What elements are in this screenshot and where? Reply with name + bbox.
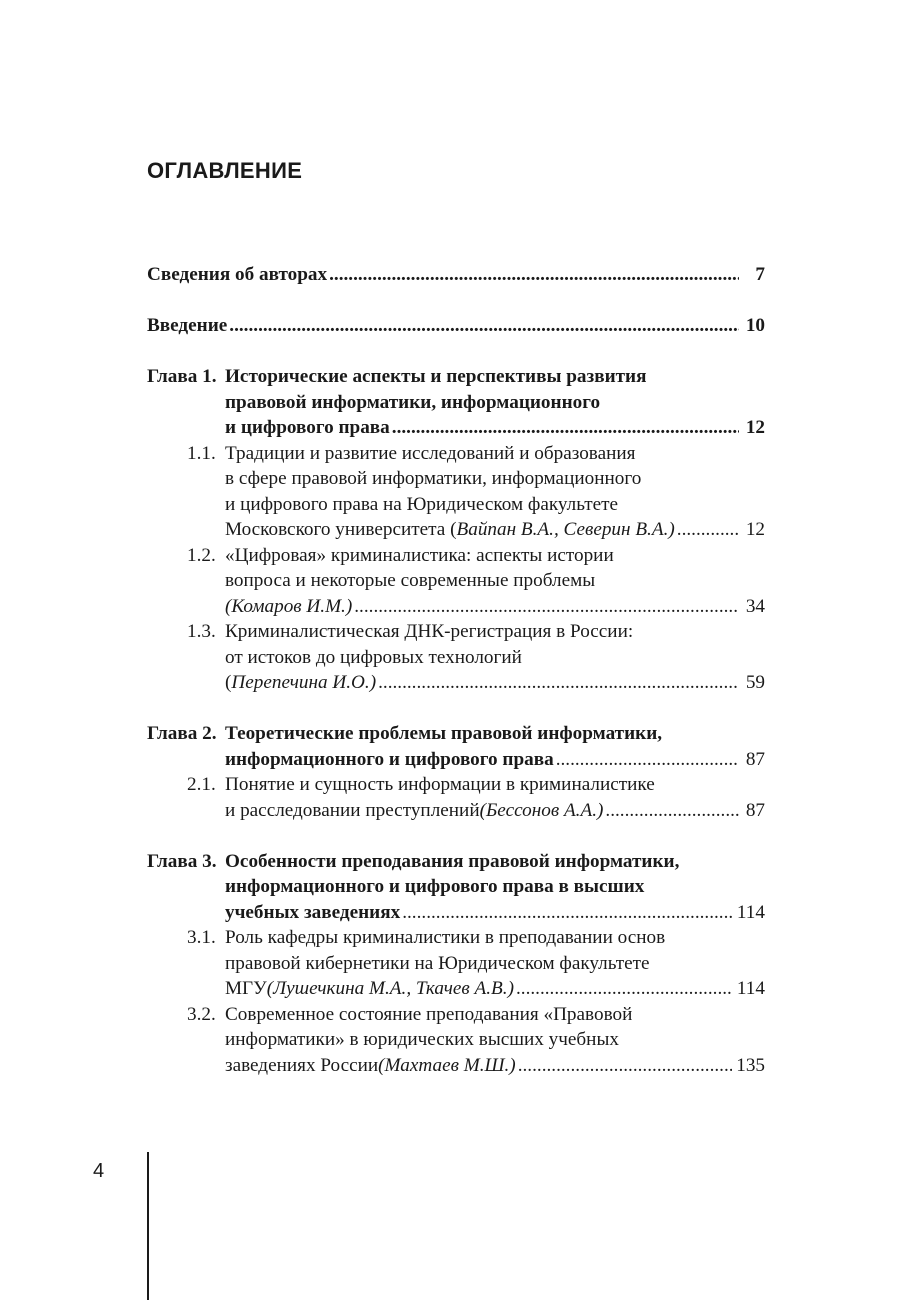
section-authors: (Комаров И.М.) <box>225 595 353 617</box>
dot-leader <box>516 976 733 1002</box>
toc-section-1-3[interactable] <box>147 619 765 696</box>
toc-entry-authors[interactable] <box>147 262 765 288</box>
section-number: 1.1. <box>187 442 216 464</box>
toc-section-1-2[interactable] <box>147 543 765 620</box>
toc-section-1-1[interactable] <box>147 441 765 543</box>
section-title-line: и расследовании преступлений <box>225 799 480 821</box>
section-title-line: вопроса и некоторые современные проблемы <box>225 570 596 591</box>
toc-page-number: 114 <box>736 901 765 923</box>
table-of-contents <box>147 262 765 1078</box>
section-authors: (Бессонов А.А.) <box>479 799 604 821</box>
toc-entry-title: Сведения об авторах <box>147 264 328 285</box>
dot-leader <box>354 594 739 620</box>
section-number: 2.1. <box>187 774 216 795</box>
toc-section-3-2[interactable] <box>147 1002 765 1079</box>
toc-entry-title: Введение <box>147 315 228 336</box>
section-title-line: ( <box>225 672 232 693</box>
dot-leader <box>677 517 739 543</box>
toc-page-number: 87 <box>745 799 765 821</box>
section-title-line: и цифрового права на Юридическом факультете <box>225 493 619 515</box>
page-number: 4 <box>93 1160 105 1182</box>
dot-leader <box>605 798 739 824</box>
section-number: 3.1. <box>187 927 216 948</box>
toc-entry-intro[interactable] <box>147 313 765 339</box>
dot-leader <box>556 747 739 773</box>
section-title-line: МГУ <box>225 978 267 999</box>
vertical-rule <box>147 1152 149 1300</box>
toc-page-number: 87 <box>745 748 765 770</box>
toc-page-number: 114 <box>736 978 765 999</box>
dot-leader <box>518 1053 733 1079</box>
toc-page-number: 59 <box>745 672 765 693</box>
chapter-title-line: информационного и цифрового права в высших <box>225 876 645 897</box>
section-title-line: информатики» в юридических высших учебных <box>225 1029 619 1050</box>
chapter-title-line: Особенности преподавания правовой информатики, <box>225 850 680 872</box>
chapter-title-line: Исторические аспекты и перспективы развития <box>225 366 647 387</box>
toc-section-3-1[interactable] <box>147 925 765 1002</box>
dot-leader <box>402 900 733 926</box>
section-title-line: «Цифровая» криминалистика: аспекты истории <box>225 544 614 566</box>
toc-chapter-3[interactable] <box>147 849 765 926</box>
section-authors: Вайпан В.А., Северин В.А.) <box>456 519 675 540</box>
dot-leader <box>378 670 739 696</box>
section-number: 1.2. <box>187 544 216 566</box>
page-title: ОГЛАВЛЕНИЕ <box>147 158 303 183</box>
section-title-line: Роль кафедры криминалистики в преподавании основ <box>225 927 666 948</box>
toc-chapter-1[interactable] <box>147 364 765 441</box>
section-title-line: правовой кибернетики на Юридическом факультете <box>225 952 650 974</box>
toc-page-number: 12 <box>745 417 765 438</box>
section-title-line: Московского университета ( <box>225 519 457 540</box>
toc-page-number: 12 <box>745 519 765 540</box>
chapter-title-line: и цифрового права <box>225 417 390 438</box>
chapter-title-line: информационного и цифрового права <box>225 748 554 770</box>
toc-page-number: 34 <box>745 595 765 617</box>
section-authors: (Махтаев М.Ш.) <box>378 1054 516 1076</box>
section-title-line: в сфере правовой информатики, информационного <box>225 468 642 489</box>
dot-leader <box>229 313 739 339</box>
section-title-line: Современное состояние преподавания «Правовой <box>225 1003 633 1025</box>
chapter-title-line: правовой информатики, информационного <box>225 391 601 413</box>
chapter-number: Глава 1. <box>147 366 217 387</box>
chapter-title-line: учебных заведениях <box>225 901 401 923</box>
chapter-number: Глава 3. <box>147 850 217 872</box>
chapter-number: Глава 2. <box>147 723 217 744</box>
section-title-line: Понятие и сущность информации в криминалистике <box>225 774 655 795</box>
toc-page-number: 135 <box>736 1054 765 1076</box>
chapter-title-line: Теоретические проблемы правовой информатики, <box>225 723 663 744</box>
toc-page-number: 10 <box>745 315 765 336</box>
section-authors: Перепечина И.О.) <box>231 672 377 693</box>
section-authors: (Лушечкина М.А., Ткачев А.В.) <box>266 978 514 999</box>
toc-section-2-1[interactable] <box>147 772 765 823</box>
section-title-line: от истоков до цифровых технологий <box>225 646 522 668</box>
section-title-line: Традиции и развитие исследований и образования <box>225 442 636 464</box>
section-title-line: Криминалистическая ДНК-регистрация в России: <box>225 621 634 642</box>
section-number: 3.2. <box>187 1003 216 1025</box>
section-number: 1.3. <box>187 621 216 642</box>
toc-page-number: 7 <box>755 264 765 285</box>
section-title-line: заведениях России <box>225 1054 379 1076</box>
dot-leader <box>329 262 739 288</box>
dot-leader <box>392 415 739 441</box>
toc-chapter-2[interactable] <box>147 721 765 772</box>
